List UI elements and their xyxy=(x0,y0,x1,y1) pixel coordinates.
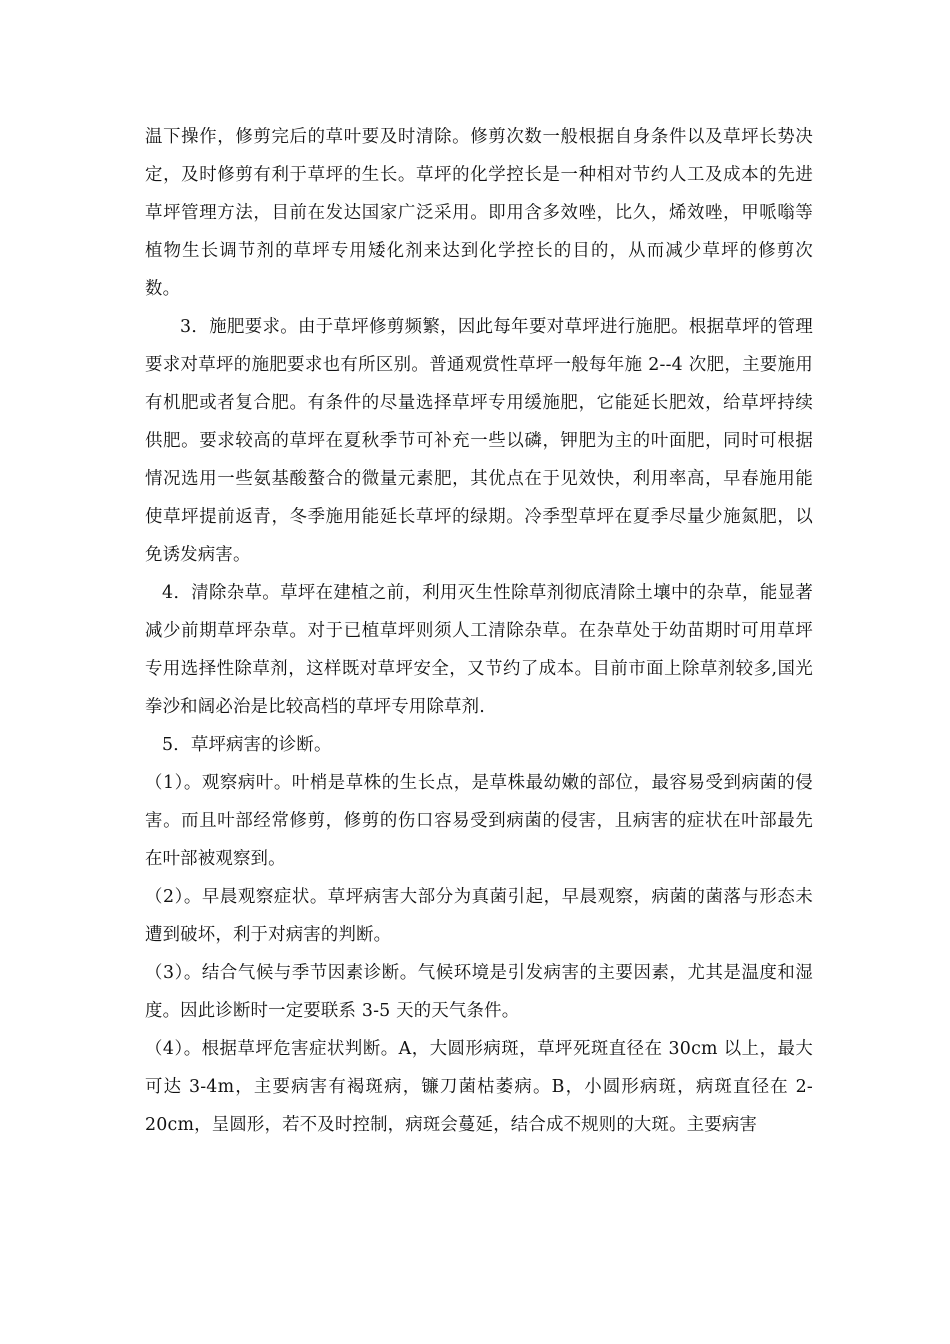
paragraph-disease-item-4: （4）。根据草坪危害症状判断。A，大圆形病斑，草坪死斑直径在 30cm 以上，最大可达 3-4m，主要病害有褐斑病，镰刀菌枯萎病。B，小圆形病斑，病斑直径在 2-20cm，呈圆形，若不及时控制，病斑会蔓延，结合成不规则的大斑。主要病害 xyxy=(145,1039,813,1135)
paragraph-disease-item-3: （3）。结合气候与季节因素诊断。气候环境是引发病害的主要因素，尤其是温度和湿度。因此诊断时一定要联系 3-5 天的天气条件。 xyxy=(145,963,813,1021)
paragraph-mowing-continued: 温下操作，修剪完后的草叶要及时清除。修剪次数一般根据自身条件以及草坪长势决定，及时修剪有利于草坪的生长。草坪的化学控长是一种相对节约人工及成本的先进草坪管理方法，目前在发达国家广泛采用。即用含多效唑，比久，烯效唑，甲哌嗡等植物生长调节剂的草坪专用矮化剂来达到化学控长的目的，从而减少草坪的修剪次数。 xyxy=(145,127,813,299)
paragraph-disease-item-1: （1）。观察病叶。叶梢是草株的生长点，是草株最幼嫩的部位，最容易受到病菌的侵害。而且叶部经常修剪，修剪的伤口容易受到病菌的侵害，且病害的症状在叶部最先在叶部被观察到。 xyxy=(145,773,813,869)
paragraph-weeding: 4．清除杂草。草坪在建植之前，利用灭生性除草剂彻底清除土壤中的杂草，能显著减少前期草坪杂草。对于已植草坪则须人工清除杂草。在杂草处于幼苗期时可用草坪专用选择性除草剂，这样既对草坪安全，又节约了成本。目前市面上除草剂较多,国光拳沙和阔必治是比较高档的草坪专用除草剂. xyxy=(145,583,813,717)
paragraph-disease-heading: 5．草坪病害的诊断。 xyxy=(162,735,332,755)
body-text xyxy=(145,118,813,1144)
paragraph-fertilizing: 3．施肥要求。由于草坪修剪频繁，因此每年要对草坪进行施肥。根据草坪的管理要求对草坪的施肥要求也有所区别。普通观赏性草坪一般每年施 2--4 次肥，主要施用有机肥或者复合肥。有条件的尽量选择草坪专用缓施肥，它能延长肥效，给草坪持续供肥。要求较高的草坪在夏秋季节可补充一些以磷，钾肥为主的叶面肥，同时可根据情况选用一些氨基酸螯合的微量元素肥，其优点在于见效快，利用率高，早春施用能使草坪提前返青，冬季施用能延长草坪的绿期。冷季型草坪在夏季尽量少施氮肥，以免诱发病害。 xyxy=(145,317,813,565)
paragraph-disease-item-2: （2）。早晨观察症状。草坪病害大部分为真菌引起，早晨观察，病菌的菌落与形态未遭到破坏，利于对病害的判断。 xyxy=(145,887,813,945)
